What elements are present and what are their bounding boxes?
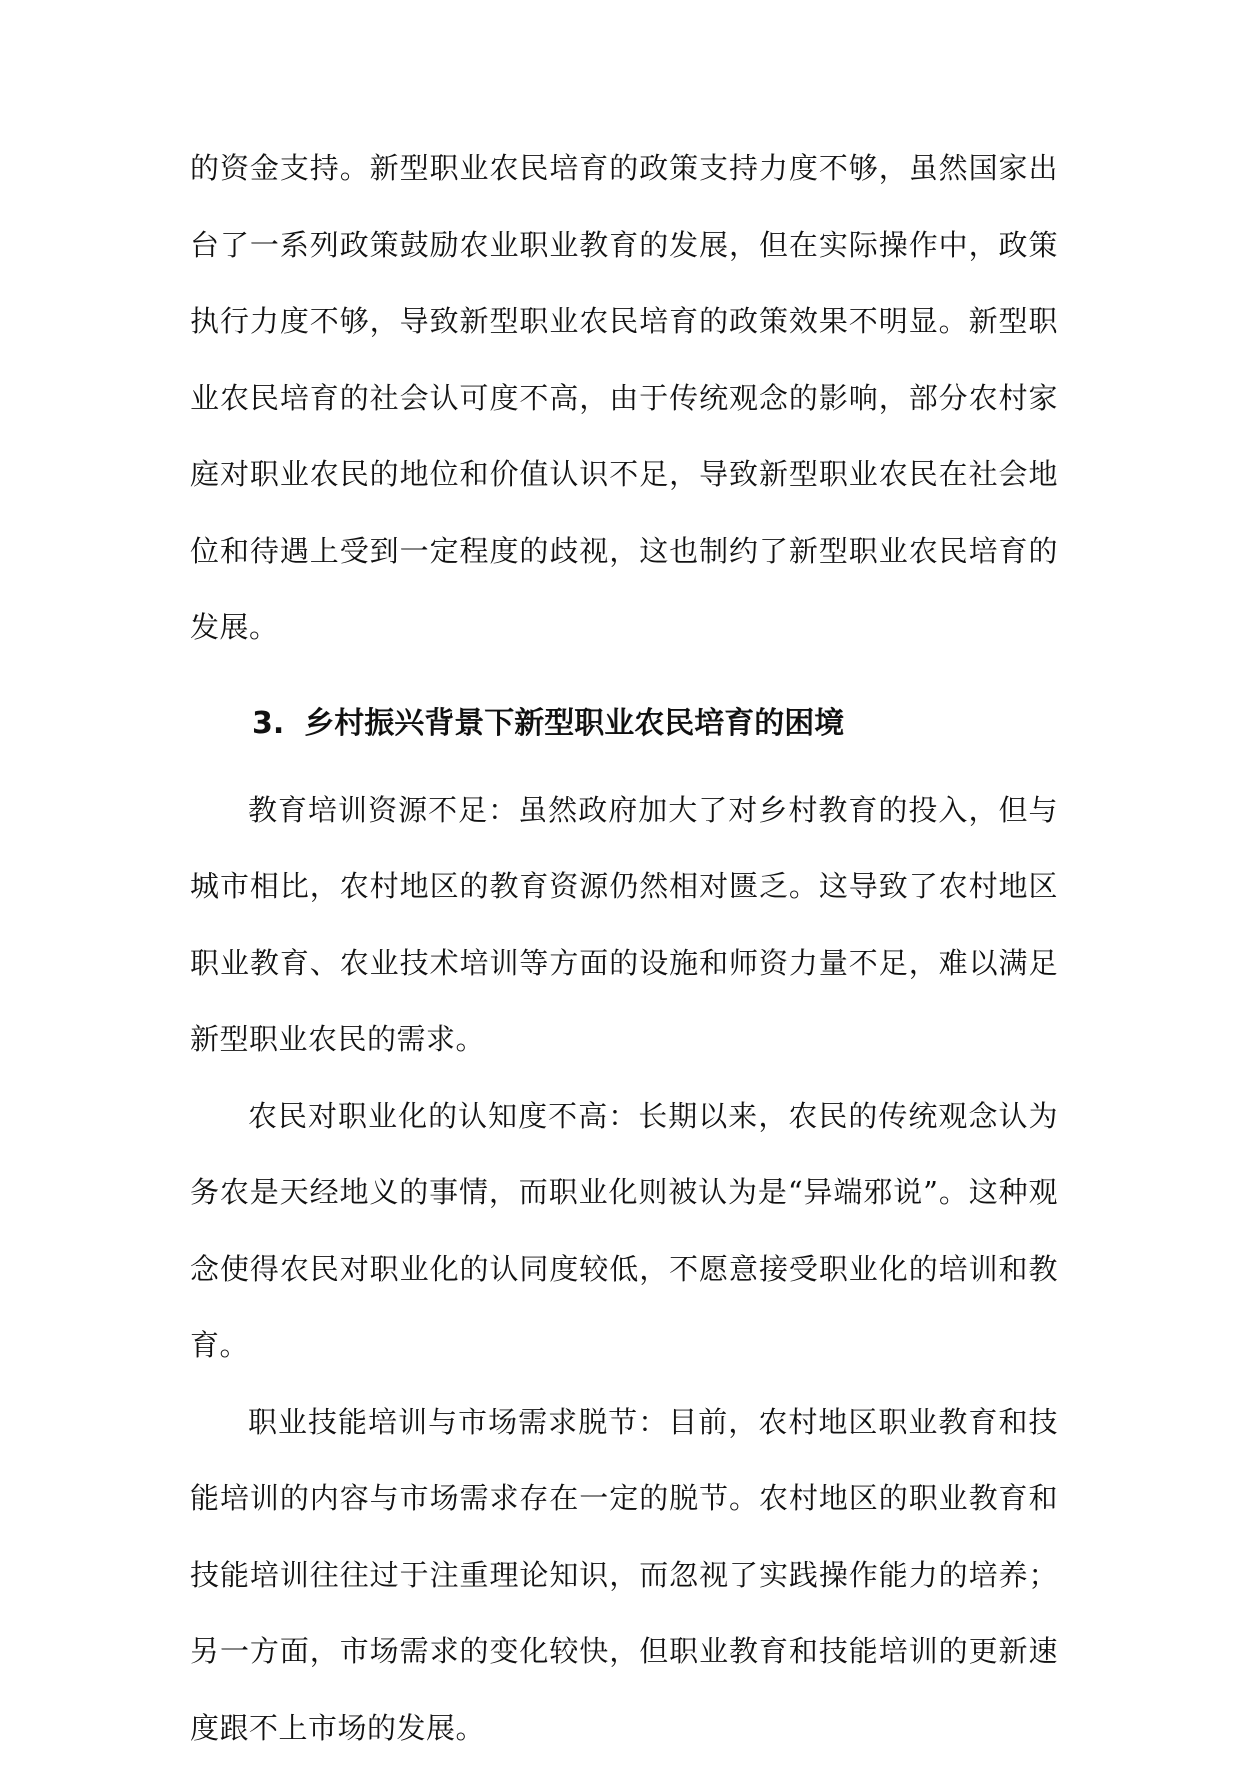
paragraph-education-resources: 教育培训资源不足：虽然政府加大了对乡村教育的投入，但与城市相比，农村地区的教育资源仍然相对匮乏。这导致了农村地区职业教育、农业技术培训等方面的设施和师资力量不足，难以满足新型职业农民的需求。 [190, 772, 1058, 1078]
opening-paragraph: 的资金支持。新型职业农民培育的政策支持力度不够，虽然国家出台了一系列政策鼓励农业职业教育的发展，但在实际操作中，政策执行力度不够，导致新型职业农民培育的政策效果不明显。新型职业农民培育的社会认可度不高，由于传统观念的影响，部分农村家庭对职业农民的地位和价值认识不足，导致新型职业农民在社会地位和待遇上受到一定程度的歧视，这也制约了新型职业农民培育的发展。 [190, 130, 1058, 666]
section-heading [190, 686, 1058, 762]
paragraph-professional-awareness: 农民对职业化的认知度不高：长期以来，农民的传统观念认为务农是天经地义的事情，而职业化则被认为是“异端邪说”。这种观念使得农民对职业化的认同度较低，不愿意接受职业化的培训和教育。 [190, 1078, 1058, 1384]
section-number: 3. [252, 686, 284, 762]
paragraph-training-market-gap: 职业技能培训与市场需求脱节：目前，农村地区职业教育和技能培训的内容与市场需求存在一定的脱节。农村地区的职业教育和技能培训往往过于注重理论知识，而忽视了实践操作能力的培养；另一方面，市场需求的变化较快，但职业教育和技能培训的更新速度跟不上市场的发展。 [190, 1384, 1058, 1766]
section-title: 乡村振兴背景下新型职业农民培育的困境 [304, 706, 844, 741]
document-page [190, 130, 1058, 1766]
